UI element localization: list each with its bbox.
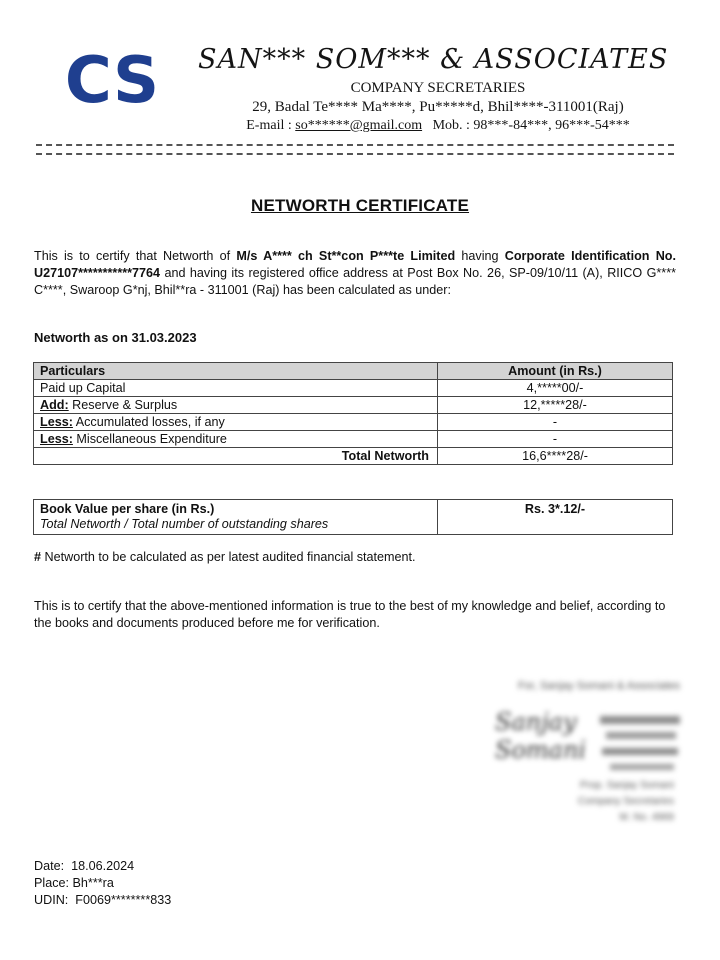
- row-particular: [34, 380, 438, 397]
- email-link[interactable]: so******@gmail.com: [295, 118, 423, 133]
- book-value-amount: Rs. 3*.12/-: [438, 500, 673, 535]
- svg-text:CS: CS: [64, 44, 160, 114]
- intro-text: This is to certify that Networth of: [34, 249, 237, 263]
- signature-name-line: Somani: [495, 736, 587, 764]
- networth-note: [34, 550, 416, 564]
- cs-logo: [64, 44, 160, 114]
- note-text: Networth to be calculated as per latest audited financial statement.: [41, 550, 416, 564]
- table-row: [34, 414, 673, 431]
- company-name: M/s A**** ch St**con P***te Limited: [236, 249, 456, 263]
- row-prefix: Less:: [40, 415, 73, 429]
- row-amount: 12,*****28/-: [438, 397, 673, 414]
- note-hash: #: [34, 550, 42, 564]
- book-value-table: [33, 499, 673, 535]
- networth-as-of: Networth as on 31.03.2023: [34, 330, 197, 345]
- udin-value: F0069********833: [75, 893, 172, 907]
- total-networth-label: Total Networth: [34, 448, 438, 465]
- mobile-number: 98***-84***, 96***-54***: [473, 118, 630, 133]
- seal-stamp: [596, 710, 686, 780]
- intro-text: and having its registered office address at Post Box No. 26, SP-09/10/11 (A), RIICO G**** C****, Swaroop G*nj, Bhil**ra - 311001 (Raj) has been calculated as under:: [34, 266, 676, 297]
- intro-paragraph: [34, 248, 676, 299]
- firm-address: 29, Badal Te**** Ma****, Pu*****d, Bhil****-311001(Raj): [252, 99, 624, 115]
- firm-contact: [198, 118, 678, 134]
- row-particular: [34, 397, 438, 414]
- cin-number: U27107***********7764: [34, 266, 161, 280]
- signature-block: [440, 676, 690, 826]
- column-header-particulars: Particulars: [34, 363, 438, 380]
- mobile-label: Mob. :: [432, 118, 470, 133]
- letterhead: [0, 0, 720, 170]
- place-line: [34, 875, 171, 892]
- row-label: Accumulated losses, if any: [72, 415, 225, 429]
- udin-line: [34, 892, 171, 909]
- table-header-row: [34, 363, 673, 380]
- certificate-title: NETWORTH CERTIFICATE: [250, 196, 470, 215]
- total-row: [34, 448, 673, 465]
- cin-label: Corporate Identification No.: [504, 249, 676, 263]
- letterhead-divider: [36, 144, 674, 155]
- place-label: Place:: [34, 876, 70, 890]
- book-value-formula: Total Networth / Total number of outstanding shares: [40, 517, 329, 531]
- networth-table: [33, 362, 673, 465]
- signatory-firm-type: Company Secretaries: [577, 796, 674, 807]
- certificate-footer: [34, 858, 171, 909]
- firm-name: SAN*** SOM*** & ASSOCIATES: [198, 44, 669, 75]
- signature-for-line: For, Sanjay Somani & Associates: [517, 680, 680, 692]
- row-particular: [34, 414, 438, 431]
- intro-text: having: [455, 249, 505, 263]
- book-value-description: [34, 500, 438, 535]
- table-row: [34, 397, 673, 414]
- signatory-designation: Prop. Sanjay Somani: [580, 780, 674, 791]
- total-networth-amount: 16,6****28/-: [438, 448, 673, 465]
- row-amount: 4,*****00/-: [438, 380, 673, 397]
- signature-name-line: Sanjay: [495, 708, 577, 736]
- row-prefix: Add:: [40, 398, 69, 412]
- firm-subtitle: COMPANY SECRETARIES: [350, 80, 526, 96]
- row-amount: -: [438, 431, 673, 448]
- udin-label: UDIN:: [34, 893, 69, 907]
- row-amount: -: [438, 414, 673, 431]
- date-label: Date:: [34, 859, 65, 873]
- table-row: [34, 380, 673, 397]
- row-prefix: Less:: [40, 432, 73, 446]
- declaration-paragraph: This is to certify that the above-mentioned information is true to the best of my knowledge and belief, according to the books and documents produced before me for verification.: [34, 599, 666, 630]
- date-line: [34, 858, 171, 875]
- book-value-row: [34, 500, 673, 535]
- book-value-label: Book Value per share (in Rs.): [40, 502, 215, 516]
- row-label: Reserve & Surplus: [68, 398, 178, 412]
- place-value: Bh***ra: [72, 876, 114, 890]
- handwritten-signature: [495, 708, 586, 764]
- date-value: 18.06.2024: [71, 859, 135, 873]
- email-label: E-mail :: [246, 118, 292, 133]
- table-row: [34, 431, 673, 448]
- row-particular: [34, 431, 438, 448]
- row-label: Paid up Capital: [40, 381, 126, 395]
- signatory-membership-no: M. No. 4969: [619, 812, 674, 823]
- column-header-amount: Amount (in Rs.): [438, 363, 673, 380]
- row-label: Miscellaneous Expenditure: [72, 432, 227, 446]
